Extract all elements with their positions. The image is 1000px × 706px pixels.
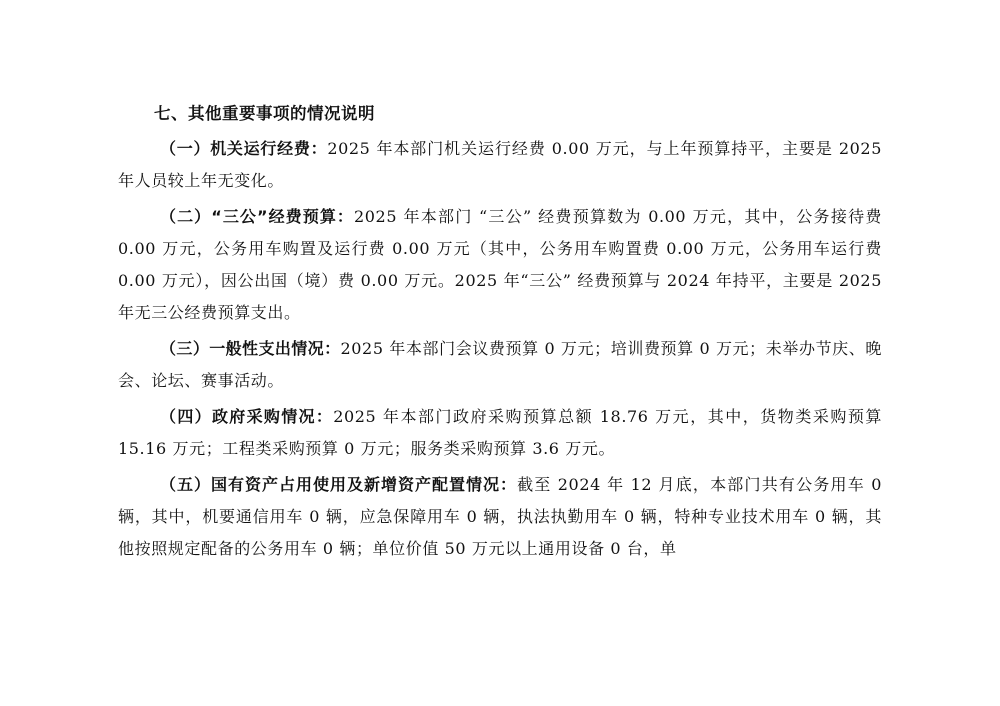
paragraph-body: 2025 年本部门 “三公” 经费预算数为 0.00 万元，其中，公务接待费 0.00 万元，公务用车购置及运行费 0.00 万元（其中，公务用车购置费 0.00 万元，公务用车运行费 0.00 万元），因公出国（境）费 0.00 万元。2025 年“三公” 经费预算与 2024 年持平，主要是 2025 年无三公经费预算支出。 (118, 207, 882, 322)
paragraph-body: 2025 年本部门政府采购预算总额 18.76 万元，其中，货物类采购预算 15.16 万元；工程类采购预算 0 万元；服务类采购预算 3.6 万元。 (118, 407, 882, 458)
paragraph-state-assets (118, 469, 882, 565)
section-title: 七、其他重要事项的情况说明 (154, 104, 375, 123)
paragraph-lead: （二）“三公”经费预算： (160, 207, 354, 226)
paragraph-body: 截至 2024 年 12 月底，本部门共有公务用车 0 辆，其中，机要通信用车 0 辆，应急保障用车 0 辆，执法执勤用车 0 辆，特种专业技术用车 0 辆，其他按照规定配备的公务用车 0 辆；单位价值 50 万元以上通用设备 0 台，单 (118, 475, 883, 558)
paragraph-general-expenditure (118, 333, 882, 397)
paragraph-lead: （五）国有资产占用使用及新增资产配置情况： (160, 475, 518, 494)
paragraph-operating-expenses (118, 133, 882, 197)
paragraph-lead: （三）一般性支出情况： (160, 339, 341, 358)
paragraph-body: 2025 年本部门机关运行经费 0.00 万元，与上年预算持平，主要是 2025 年人员较上年无变化。 (118, 139, 882, 190)
paragraph-lead: （四）政府采购情况： (160, 407, 334, 426)
paragraph-lead: （一）机关运行经费： (160, 139, 328, 158)
document-page (118, 98, 882, 569)
paragraph-three-public-expenses (118, 201, 882, 329)
paragraph-body: 2025 年本部门会议费预算 0 万元；培训费预算 0 万元；未举办节庆、晚会、论坛、赛事活动。 (118, 339, 883, 390)
paragraph-government-procurement (118, 401, 882, 465)
